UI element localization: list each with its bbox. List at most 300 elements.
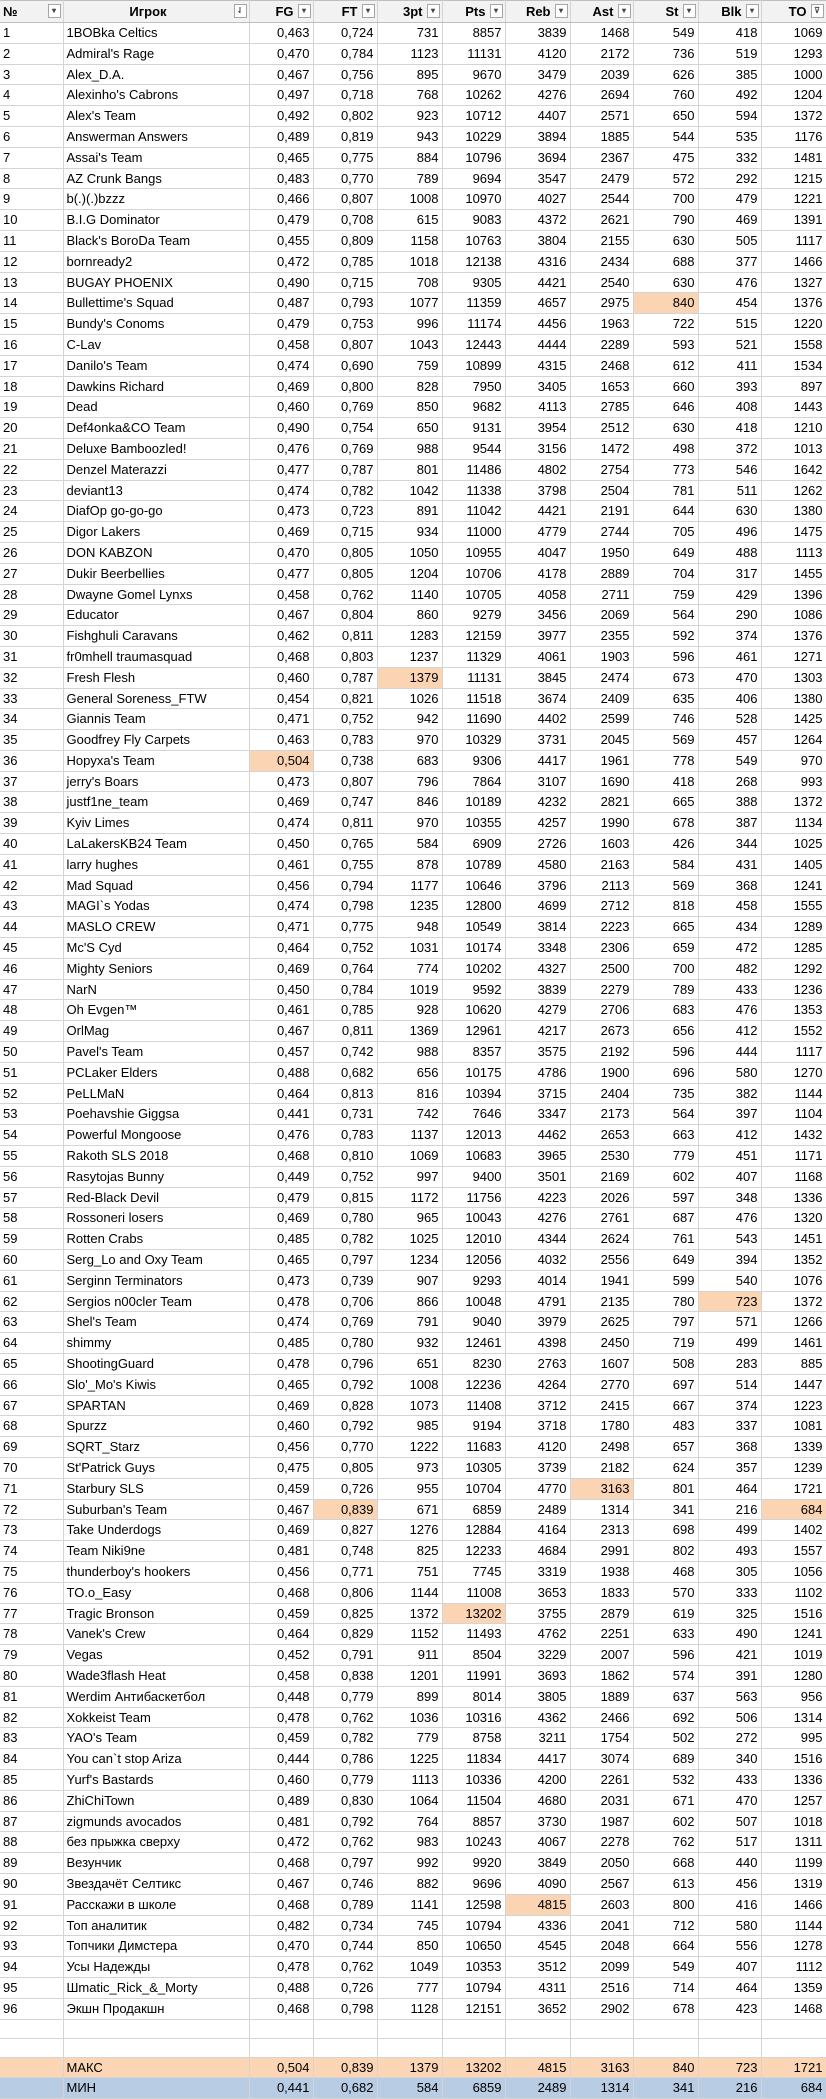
stat-cell[interactable]: 646 [633,397,698,418]
stat-cell[interactable]: 0,460 [249,1416,313,1437]
stat-cell[interactable]: 9694 [442,168,505,189]
stat-cell[interactable]: 1359 [761,1977,826,1998]
stat-cell[interactable]: 0,454 [249,688,313,709]
stat-cell[interactable]: 368 [698,1437,761,1458]
row-number-cell[interactable]: 62 [0,1291,63,1312]
row-number-cell[interactable]: 22 [0,459,63,480]
stat-cell[interactable]: 689 [633,1749,698,1770]
stat-cell[interactable]: 4657 [505,293,570,314]
stat-cell[interactable]: 457 [698,730,761,751]
stat-cell[interactable]: 2673 [570,1021,633,1042]
stat-cell[interactable]: 0,797 [313,1853,377,1874]
stat-cell[interactable]: 1405 [761,854,826,875]
stat-cell[interactable]: 549 [698,750,761,771]
stat-cell[interactable]: 9400 [442,1166,505,1187]
stat-cell[interactable]: 1900 [570,1062,633,1083]
stat-cell[interactable]: 970 [761,750,826,771]
stat-cell[interactable]: 4014 [505,1270,570,1291]
stat-cell[interactable]: 2621 [570,210,633,231]
stat-cell[interactable]: 0,782 [313,1728,377,1749]
stat-cell[interactable]: 593 [633,334,698,355]
stat-cell[interactable]: 4264 [505,1374,570,1395]
player-name-cell[interactable]: jerry's Boars [63,771,249,792]
row-number-cell[interactable]: 61 [0,1270,63,1291]
row-number-cell[interactable]: 80 [0,1665,63,1686]
stat-cell[interactable]: 3456 [505,605,570,626]
stat-cell[interactable]: 454 [698,293,761,314]
stat-cell[interactable]: 0,787 [313,459,377,480]
stat-cell[interactable]: 885 [761,1354,826,1375]
stat-cell[interactable]: 3954 [505,418,570,439]
stat-cell[interactable]: 594 [698,106,761,127]
stat-cell[interactable]: 1204 [761,85,826,106]
stat-cell[interactable]: 3211 [505,1728,570,1749]
stat-cell[interactable]: 521 [698,334,761,355]
stat-cell[interactable]: 1112 [761,1957,826,1978]
summary-value-cell[interactable]: 341 [633,2078,698,2099]
stat-cell[interactable]: 1171 [761,1146,826,1167]
stat-cell[interactable]: 0,474 [249,1312,313,1333]
stat-cell[interactable]: 412 [698,1125,761,1146]
row-number-cell[interactable]: 8 [0,168,63,189]
stat-cell[interactable]: 780 [633,1291,698,1312]
player-name-cell[interactable]: Rasytojas Bunny [63,1166,249,1187]
stat-cell[interactable]: 1019 [377,979,442,1000]
player-name-cell[interactable]: Starbury SLS [63,1478,249,1499]
stat-cell[interactable]: 1280 [761,1665,826,1686]
stat-cell[interactable]: 0,829 [313,1624,377,1645]
stat-cell[interactable]: 1018 [377,251,442,272]
stat-cell[interactable]: 10789 [442,854,505,875]
stat-cell[interactable]: 1653 [570,376,633,397]
stat-cell[interactable]: 0,448 [249,1686,313,1707]
stat-cell[interactable]: 1950 [570,542,633,563]
player-name-cell[interactable]: Alex's Team [63,106,249,127]
stat-cell[interactable]: 0,762 [313,1707,377,1728]
empty-cell[interactable] [442,2038,505,2057]
stat-cell[interactable]: 0,726 [313,1977,377,1998]
stat-cell[interactable]: 1140 [377,584,442,605]
summary-value-cell[interactable]: 0,839 [313,2057,377,2078]
stat-cell[interactable]: 0,811 [313,626,377,647]
stat-cell[interactable]: 828 [377,376,442,397]
stat-cell[interactable]: 1320 [761,1208,826,1229]
stat-cell[interactable]: 451 [698,1146,761,1167]
stat-cell[interactable]: 2504 [570,480,633,501]
stat-cell[interactable]: 0,465 [249,1374,313,1395]
stat-cell[interactable]: 470 [698,667,761,688]
player-name-cell[interactable]: deviant13 [63,480,249,501]
stat-cell[interactable]: 511 [698,480,761,501]
stat-cell[interactable]: 1276 [377,1520,442,1541]
stat-cell[interactable]: 461 [698,646,761,667]
empty-cell[interactable] [249,2019,313,2038]
player-name-cell[interactable]: Assai's Team [63,147,249,168]
stat-cell[interactable]: 483 [633,1416,698,1437]
stat-cell[interactable]: 1379 [377,667,442,688]
player-name-cell[interactable]: Def4onka&CO Team [63,418,249,439]
stat-cell[interactable]: 4417 [505,1749,570,1770]
stat-cell[interactable]: 11683 [442,1437,505,1458]
stat-cell[interactable]: 0,798 [313,896,377,917]
stat-cell[interactable]: 10955 [442,542,505,563]
stat-cell[interactable]: 0,794 [313,875,377,896]
stat-cell[interactable]: 1885 [570,126,633,147]
stat-cell[interactable]: 2026 [570,1187,633,1208]
stat-cell[interactable]: 517 [698,1832,761,1853]
stat-cell[interactable]: 882 [377,1873,442,1894]
stat-cell[interactable]: 4276 [505,1208,570,1229]
stat-cell[interactable]: 3693 [505,1665,570,1686]
stat-cell[interactable]: 2516 [570,1977,633,1998]
row-number-cell[interactable]: 77 [0,1603,63,1624]
stat-cell[interactable]: 11008 [442,1582,505,1603]
row-number-cell[interactable]: 25 [0,522,63,543]
stat-cell[interactable]: 2404 [570,1083,633,1104]
stat-cell[interactable]: 0,476 [249,438,313,459]
stat-cell[interactable]: 0,474 [249,480,313,501]
stat-cell[interactable]: 0,472 [249,1832,313,1853]
row-number-cell[interactable]: 56 [0,1166,63,1187]
stat-cell[interactable]: 549 [633,1957,698,1978]
stat-cell[interactable]: 528 [698,709,761,730]
stat-cell[interactable]: 1257 [761,1790,826,1811]
stat-cell[interactable]: 12961 [442,1021,505,1042]
stat-cell[interactable]: 722 [633,314,698,335]
stat-cell[interactable]: 10175 [442,1062,505,1083]
row-number-cell[interactable]: 1 [0,23,63,44]
column-header-ast[interactable] [570,1,633,23]
stat-cell[interactable]: 0,715 [313,522,377,543]
stat-cell[interactable]: 563 [698,1686,761,1707]
stat-cell[interactable]: 995 [761,1728,826,1749]
stat-cell[interactable]: 4444 [505,334,570,355]
stat-cell[interactable]: 613 [633,1873,698,1894]
stat-cell[interactable]: 564 [633,1104,698,1125]
column-header-pts[interactable] [442,1,505,23]
stat-cell[interactable]: 4120 [505,43,570,64]
row-number-cell[interactable]: 76 [0,1582,63,1603]
stat-cell[interactable]: 505 [698,230,761,251]
stat-cell[interactable]: 4762 [505,1624,570,1645]
stat-cell[interactable]: 983 [377,1832,442,1853]
stat-cell[interactable]: 10262 [442,85,505,106]
stat-cell[interactable]: 0,458 [249,584,313,605]
stat-cell[interactable]: 4786 [505,1062,570,1083]
row-number-cell[interactable]: 69 [0,1437,63,1458]
stat-cell[interactable]: 4680 [505,1790,570,1811]
stat-cell[interactable]: 781 [633,480,698,501]
stat-cell[interactable]: 0,792 [313,1416,377,1437]
stat-cell[interactable]: 0,739 [313,1270,377,1291]
row-number-cell[interactable]: 21 [0,438,63,459]
stat-cell[interactable]: 2355 [570,626,633,647]
stat-cell[interactable]: 0,769 [313,1312,377,1333]
row-number-cell[interactable]: 64 [0,1333,63,1354]
stat-cell[interactable]: 421 [698,1645,761,1666]
stat-cell[interactable]: 4580 [505,854,570,875]
stat-cell[interactable]: 9544 [442,438,505,459]
stat-cell[interactable]: 0,469 [249,792,313,813]
row-number-cell[interactable]: 87 [0,1811,63,1832]
stat-cell[interactable]: 10796 [442,147,505,168]
stat-cell[interactable]: 2069 [570,605,633,626]
stat-cell[interactable]: 4327 [505,958,570,979]
stat-cell[interactable]: 0,779 [313,1769,377,1790]
row-number-cell[interactable]: 81 [0,1686,63,1707]
stat-cell[interactable]: 12800 [442,896,505,917]
row-number-cell[interactable]: 48 [0,1000,63,1021]
stat-cell[interactable]: 712 [633,1915,698,1936]
row-number-cell[interactable]: 41 [0,854,63,875]
stat-cell[interactable]: 1380 [761,501,826,522]
player-name-cell[interactable]: Team Niki9ne [63,1541,249,1562]
stat-cell[interactable]: 407 [698,1957,761,1978]
stat-cell[interactable]: 0,838 [313,1665,377,1686]
stat-cell[interactable]: 624 [633,1457,698,1478]
stat-cell[interactable]: 0,462 [249,626,313,647]
empty-cell[interactable] [0,2038,63,2057]
player-name-cell[interactable]: Sergios n00cler Team [63,1291,249,1312]
stat-cell[interactable]: 2889 [570,563,633,584]
player-name-cell[interactable]: B.I.G Dominator [63,210,249,231]
stat-cell[interactable]: 499 [698,1333,761,1354]
player-name-cell[interactable]: Fresh Flesh [63,667,249,688]
player-name-cell[interactable]: NarN [63,979,249,1000]
player-name-cell[interactable]: Educator [63,605,249,626]
stat-cell[interactable]: 374 [698,1395,761,1416]
stat-cell[interactable]: 368 [698,875,761,896]
stat-cell[interactable]: 789 [633,979,698,1000]
stat-cell[interactable]: 0,497 [249,85,313,106]
stat-cell[interactable]: 1780 [570,1416,633,1437]
stat-cell[interactable]: 4545 [505,1936,570,1957]
stat-cell[interactable]: 1285 [761,938,826,959]
stat-cell[interactable]: 683 [377,750,442,771]
stat-cell[interactable]: 0,467 [249,64,313,85]
player-name-cell[interactable]: YAO's Team [63,1728,249,1749]
stat-cell[interactable]: 1262 [761,480,826,501]
stat-cell[interactable]: 637 [633,1686,698,1707]
stat-cell[interactable]: 1468 [570,23,633,44]
row-number-cell[interactable]: 58 [0,1208,63,1229]
stat-cell[interactable]: 492 [698,85,761,106]
stat-cell[interactable]: 612 [633,355,698,376]
stat-cell[interactable]: 4315 [505,355,570,376]
stat-cell[interactable]: 344 [698,834,761,855]
stat-cell[interactable]: 3731 [505,730,570,751]
stat-cell[interactable]: 0,466 [249,189,313,210]
stat-cell[interactable]: 3653 [505,1582,570,1603]
stat-cell[interactable]: 635 [633,688,698,709]
stat-cell[interactable]: 1144 [377,1582,442,1603]
stat-cell[interactable]: 4032 [505,1250,570,1271]
stat-cell[interactable]: 325 [698,1603,761,1624]
stat-cell[interactable]: 996 [377,314,442,335]
stat-cell[interactable]: 4791 [505,1291,570,1312]
stat-cell[interactable]: 532 [633,1769,698,1790]
stat-cell[interactable]: 0,821 [313,688,377,709]
stat-cell[interactable]: 0,478 [249,1354,313,1375]
stat-cell[interactable]: 9592 [442,979,505,1000]
stat-cell[interactable]: 0,827 [313,1520,377,1541]
stat-cell[interactable]: 1177 [377,875,442,896]
stat-cell[interactable]: 0,793 [313,293,377,314]
stat-cell[interactable]: 0,464 [249,1083,313,1104]
stat-cell[interactable]: 0,477 [249,563,313,584]
row-number-cell[interactable]: 39 [0,813,63,834]
stat-cell[interactable]: 0,715 [313,272,377,293]
stat-cell[interactable]: 1018 [761,1811,826,1832]
stat-cell[interactable]: 0,792 [313,1811,377,1832]
stat-cell[interactable]: 0,839 [313,1499,377,1520]
stat-cell[interactable]: 11000 [442,522,505,543]
player-name-cell[interactable]: Dawkins Richard [63,376,249,397]
stat-cell[interactable]: 0,450 [249,979,313,1000]
stat-cell[interactable]: 11329 [442,646,505,667]
player-name-cell[interactable]: PCLaker Elders [63,1062,249,1083]
stat-cell[interactable]: 1889 [570,1686,633,1707]
stat-cell[interactable]: 2763 [505,1354,570,1375]
stat-cell[interactable]: 779 [377,1728,442,1749]
row-number-cell[interactable]: 32 [0,667,63,688]
stat-cell[interactable]: 1432 [761,1125,826,1146]
player-name-cell[interactable]: justf1ne_team [63,792,249,813]
stat-cell[interactable]: 1043 [377,334,442,355]
player-name-cell[interactable]: SPARTAN [63,1395,249,1416]
stat-cell[interactable]: 2313 [570,1520,633,1541]
stat-cell[interactable]: 2625 [570,1312,633,1333]
stat-cell[interactable]: 10174 [442,938,505,959]
stat-cell[interactable]: 3730 [505,1811,570,1832]
player-name-cell[interactable]: b(.)(.)bzzz [63,189,249,210]
stat-cell[interactable]: 411 [698,355,761,376]
stat-cell[interactable]: 796 [377,771,442,792]
stat-cell[interactable]: 12138 [442,251,505,272]
stat-cell[interactable]: 382 [698,1083,761,1104]
player-name-cell[interactable]: Mighty Seniors [63,958,249,979]
stat-cell[interactable]: 907 [377,1270,442,1291]
stat-cell[interactable]: 0,441 [249,1104,313,1125]
stat-cell[interactable]: 3979 [505,1312,570,1333]
stat-cell[interactable]: 423 [698,1998,761,2019]
empty-cell[interactable] [377,2019,442,2038]
row-number-cell[interactable]: 94 [0,1957,63,1978]
player-name-cell[interactable]: Усы Надежды [63,1957,249,1978]
stat-cell[interactable]: 4462 [505,1125,570,1146]
stat-cell[interactable]: 2155 [570,230,633,251]
stat-cell[interactable]: 1336 [761,1769,826,1790]
summary-value-cell[interactable]: 840 [633,2057,698,2078]
stat-cell[interactable]: 10683 [442,1146,505,1167]
summary-value-cell[interactable]: 0,441 [249,2078,313,2099]
stat-cell[interactable]: 1271 [761,646,826,667]
stat-cell[interactable]: 11493 [442,1624,505,1645]
stat-cell[interactable]: 10712 [442,106,505,127]
stat-cell[interactable]: 0,785 [313,251,377,272]
stat-cell[interactable]: 470 [698,1790,761,1811]
player-name-cell[interactable]: Suburban's Team [63,1499,249,1520]
row-number-cell[interactable]: 17 [0,355,63,376]
stat-cell[interactable]: 1961 [570,750,633,771]
stat-cell[interactable]: 1987 [570,1811,633,1832]
stat-cell[interactable]: 472 [698,938,761,959]
stat-cell[interactable]: 10316 [442,1707,505,1728]
stat-cell[interactable]: 2879 [570,1603,633,1624]
stat-cell[interactable]: 4058 [505,584,570,605]
player-name-cell[interactable]: TO.o_Easy [63,1582,249,1603]
row-number-cell[interactable]: 82 [0,1707,63,1728]
row-number-cell[interactable]: 27 [0,563,63,584]
summary-value-cell[interactable]: 13202 [442,2057,505,2078]
stat-cell[interactable]: 840 [633,293,698,314]
player-name-cell[interactable]: Расскажи в школе [63,1894,249,1915]
player-name-cell[interactable]: Answerman Answers [63,126,249,147]
stat-cell[interactable]: 1069 [761,23,826,44]
stat-cell[interactable]: 0,682 [313,1062,377,1083]
stat-cell[interactable]: 0,459 [249,1478,313,1499]
row-number-cell[interactable]: 60 [0,1250,63,1271]
stat-cell[interactable]: 684 [761,1499,826,1520]
stat-cell[interactable]: 468 [633,1561,698,1582]
stat-cell[interactable]: 1396 [761,584,826,605]
player-name-cell[interactable]: MASLO CREW [63,917,249,938]
stat-cell[interactable]: 764 [377,1811,442,1832]
stat-cell[interactable]: 1113 [377,1769,442,1790]
stat-cell[interactable]: 884 [377,147,442,168]
stat-cell[interactable]: 340 [698,1749,761,1770]
stat-cell[interactable]: 1303 [761,667,826,688]
stat-cell[interactable]: 973 [377,1457,442,1478]
row-number-cell[interactable]: 68 [0,1416,63,1437]
stat-cell[interactable]: 11338 [442,480,505,501]
summary-value-cell[interactable]: 684 [761,2078,826,2099]
stat-cell[interactable]: 0,785 [313,1000,377,1021]
stat-cell[interactable]: 0,458 [249,1665,313,1686]
player-name-cell[interactable]: Oh Evgen™ [63,1000,249,1021]
player-name-cell[interactable]: Fishghuli Caravans [63,626,249,647]
stat-cell[interactable]: 0,809 [313,230,377,251]
stat-cell[interactable]: 928 [377,1000,442,1021]
stat-cell[interactable]: 1289 [761,917,826,938]
row-number-cell[interactable]: 53 [0,1104,63,1125]
player-name-cell[interactable]: AZ Crunk Bangs [63,168,249,189]
row-number-cell[interactable]: 47 [0,979,63,1000]
stat-cell[interactable]: 596 [633,1042,698,1063]
stat-cell[interactable]: 571 [698,1312,761,1333]
stat-cell[interactable]: 1172 [377,1187,442,1208]
row-number-cell[interactable]: 5 [0,106,63,127]
row-number-cell[interactable]: 49 [0,1021,63,1042]
row-number-cell[interactable]: 46 [0,958,63,979]
stat-cell[interactable]: 0,449 [249,1166,313,1187]
player-name-cell[interactable]: MAGI`s Yodas [63,896,249,917]
stat-cell[interactable]: 1221 [761,189,826,210]
stat-cell[interactable]: 3845 [505,667,570,688]
stat-cell[interactable]: 664 [633,1936,698,1957]
stat-cell[interactable]: 580 [698,1915,761,1936]
stat-cell[interactable]: 719 [633,1333,698,1354]
stat-cell[interactable]: 1076 [761,1270,826,1291]
stat-cell[interactable]: 8230 [442,1354,505,1375]
stat-cell[interactable]: 1056 [761,1561,826,1582]
stat-cell[interactable]: 656 [633,1021,698,1042]
filter-dropdown-icon[interactable]: ▾ [362,4,375,18]
stat-cell[interactable]: 1222 [377,1437,442,1458]
stat-cell[interactable]: 1372 [761,792,826,813]
stat-cell[interactable]: 4770 [505,1478,570,1499]
stat-cell[interactable]: 0,469 [249,1520,313,1541]
